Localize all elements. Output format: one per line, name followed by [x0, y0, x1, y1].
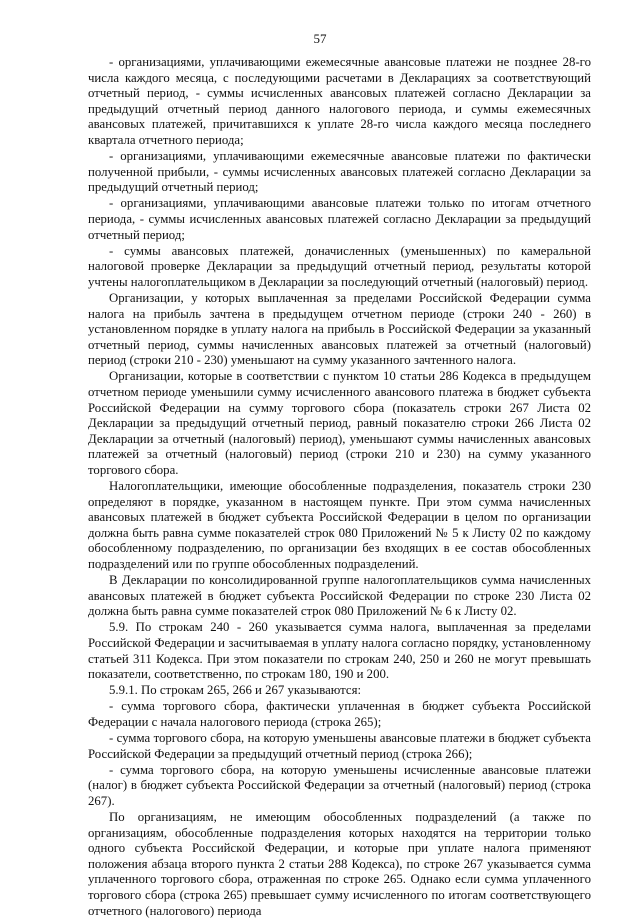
paragraph: - суммы авансовых платежей, доначисленных (уменьшенных) по камеральной налоговой проверке Декларации за предыдущий отчетный период, результаты которой учтены налогоплательщиком в Декларации за последующий отчетный (налоговый) период. — [88, 243, 591, 289]
paragraph: 5.9. По строкам 240 - 260 указывается сумма налога, выплаченная за пределами Российской Федерации и засчитываемая в уплату налога согласно порядку, установленному статьей 311 Кодекса. При этом показатели по строкам 240, 250 и 260 не могут превышать показатели, соответственно, по строкам 180, 190 и 200. — [88, 620, 591, 682]
paragraph: 5.9.1. По строкам 265, 266 и 267 указываются: — [109, 683, 362, 698]
paragraph: По организациям, не имеющим обособленных подразделений (а также по организациям, обособленные подразделения которых находятся на территории только одного субъекта Российской Федерации, и которые при уплате налога применяют положения абзаца второго пункта 2 статьи 288 Кодекса), по строке 267 указывается сумма уплаченного торгового сбора, отраженная по строке 265. Однако если сумма уплаченного торгового сбора (строка 265) превышает сумму исчисленного по итогам соответствующего отчетного (налогового) периода — [88, 810, 591, 918]
page-number: 57 — [313, 31, 327, 46]
paragraph: Организации, у которых выплаченная за пределами Российской Федерации сумма налога на прибыль зачтена в предыдущем отчетном периоде (строки 240 - 260) в установленном порядке в уплату налога на прибыль в Российской Федерации за указанный отчетный период, суммы начисленных авансовых платежей за отчетный (налоговый) период (строки 210 - 230) уменьшают на сумму указанного зачтенного налога. — [88, 290, 591, 368]
paragraph: Налогоплательщики, имеющие обособленные подразделения, показатель строки 230 определяют в порядке, указанном в настоящем пункте. При этом сумма начисленных авансовых платежей в бюджет субъекта Российской Федерации в целом по организации должна быть равна сумме показателей строк 080 Приложений № 5 к Листу 02 по каждому обособленному подразделению, по организации без входящих в ее состав обособленных подразделений или по группе обособленных подразделений. — [88, 479, 591, 571]
paragraph: - сумма торгового сбора, на которую уменьшены исчисленные авансовые платежи (налог) в бюджет субъекта Российской Федерации за отчетный (налоговый) период (строка 267). — [88, 762, 591, 808]
body-text — [88, 55, 591, 920]
paragraph: - организациями, уплачивающими ежемесячные авансовые платежи не позднее 28-го числа каждого месяца, с последующими расчетами в Декларациях за соответствующий отчетный период, - суммы исчисленных авансовых платежей согласно Декларации за предыдущий отчетный период данного налогового периода, и суммы ежемесячных авансовых платежей, причитавшихся к уплате 28-го числа каждого месяца последнего квартала отчетного периода; — [88, 55, 591, 147]
paragraph: - организациями, уплачивающими авансовые платежи только по итогам отчетного периода, - суммы исчисленных авансовых платежей согласно Декларации за предыдущий отчетный период; — [88, 196, 591, 242]
paragraph: Организации, которые в соответствии с пунктом 10 статьи 286 Кодекса в предыдущем отчетном периоде уменьшили сумму исчисленного авансового платежа в бюджет субъекта Российской Федерации на сумму торгового сбора (показатель строки 267 Листа 02 Декларации за предыдущий отчетный период, равный показателю строки 266 Листа 02 Декларации за отчетный (налоговый) период), уменьшают суммы начисленных авансовых платежей за отчетный (налоговый) период (строки 210 и 230) на сумму указанного торгового сбора. — [88, 369, 591, 477]
paragraph: - организациями, уплачивающими ежемесячные авансовые платежи по фактически полученной прибыли, - суммы исчисленных авансовых платежей согласно Декларации за предыдущий отчетный период; — [88, 149, 591, 195]
paragraph: - сумма торгового сбора, фактически уплаченная в бюджет субъекта Российской Федерации с начала налогового периода (строка 265); — [88, 699, 591, 729]
paragraph: - сумма торгового сбора, на которую уменьшены авансовые платежи в бюджет субъекта Российской Федерации за предыдущий отчетный период (строка 266); — [88, 731, 591, 761]
paragraph: В Декларации по консолидированной группе налогоплательщиков сумма начисленных авансовых платежей в бюджет субъекта Российской Федерации по строке 230 Листа 02 должна быть равна сумме показателей строк 080 Приложений № 6 к Листу 02. — [88, 573, 591, 619]
